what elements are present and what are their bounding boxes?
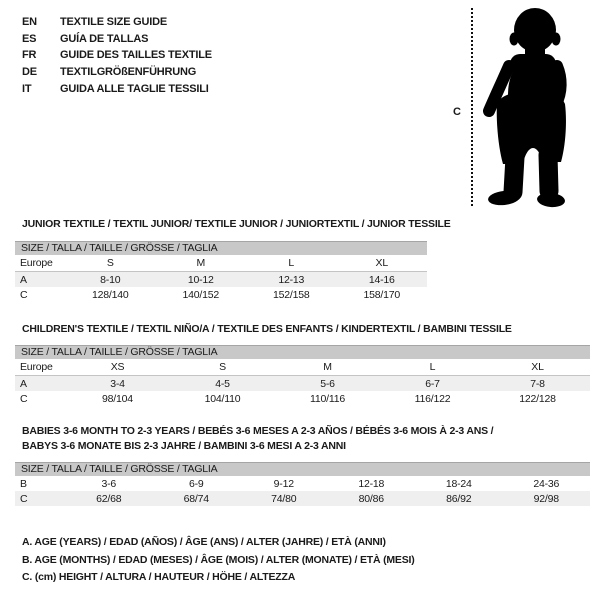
table-cell: 140/152: [182, 288, 220, 301]
table-cell: 5-6: [320, 377, 335, 390]
footnote-line: A. AGE (YEARS) / EDAD (AÑOS) / ÂGE (ANS) / ALTER (JAHRE) / ETÀ (ANNI): [22, 536, 386, 548]
row-label: B: [20, 477, 27, 490]
row-label: A: [20, 377, 27, 390]
table-row: [15, 272, 427, 287]
table-row: [15, 391, 590, 406]
row-label: C: [20, 288, 28, 301]
footnotes: [22, 534, 415, 587]
table-cell: 62/68: [96, 492, 122, 505]
section-title-line: BABYS 3-6 MONATE BIS 2-3 JAHRE / BAMBINI 3-6 MESI A 2-3 ANNI: [22, 440, 346, 452]
table-cell: 12-18: [358, 477, 385, 490]
footnote-line: B. AGE (MONTHS) / EDAD (MESES) / ÂGE (MOIS) / ALTER (MONATE) / ETÀ (MESI): [22, 553, 415, 566]
table-cell: 4-5: [215, 377, 230, 390]
language-code: EN: [22, 16, 37, 29]
section-title-line: BABIES 3-6 MONTH TO 2-3 YEARS / BEBÉS 3-6 MESES A 2-3 AÑOS / BÉBÉS 3-6 MOIS À 2-3 ANS /: [22, 425, 494, 437]
section-title-junior: [22, 217, 451, 232]
height-dotted-line: [471, 8, 473, 206]
language-row: [22, 64, 212, 81]
table-cell: 10-12: [187, 273, 214, 286]
language-title: TEXTILGRÖßENFÜHRUNG: [60, 66, 197, 79]
table-cell: 6-9: [188, 477, 204, 490]
table-cell: S: [219, 361, 226, 373]
language-code: FR: [22, 49, 37, 62]
section-title-children: [22, 322, 512, 337]
table-cell: 18-24: [445, 477, 472, 490]
size-header-band: SIZE / TALLA / TAILLE / GRÖSSE / TAGLIA: [15, 241, 427, 255]
language-title: GUÍA DE TALLAS: [60, 32, 149, 45]
table-cell: 3-6: [101, 477, 117, 490]
language-code: ES: [22, 32, 37, 45]
row-label: A: [20, 273, 27, 286]
table-cell: XL: [531, 361, 544, 373]
table-row: [15, 476, 590, 491]
table-cell: M: [196, 257, 206, 269]
baby-silhouette-icon: [478, 4, 578, 210]
junior-size-table: [15, 241, 427, 302]
row-label: Europe: [20, 257, 53, 269]
table-cell: 122/128: [519, 392, 556, 405]
language-title-list: [22, 14, 212, 97]
table-cell: 86/92: [446, 492, 472, 505]
table-cell: 12-13: [278, 273, 305, 286]
table-cell: L: [429, 361, 436, 373]
table-cell: 24-36: [533, 477, 560, 490]
table-cell: 6-7: [425, 377, 440, 390]
table-cell: S: [106, 257, 114, 269]
table-cell: 92/98: [533, 492, 559, 505]
table-row: [15, 255, 427, 272]
row-label: C: [20, 392, 28, 405]
section-title-line: JUNIOR TEXTILE / TEXTIL JUNIOR/ TEXTILE JUNIOR / JUNIORTEXTIL / JUNIOR TESSILE: [22, 218, 451, 230]
table-cell: 9-12: [273, 477, 294, 490]
size-header-band: SIZE / TALLA / TAILLE / GRÖSSE / TAGLIA: [15, 345, 590, 359]
table-cell: 116/122: [414, 392, 451, 405]
table-cell: XS: [110, 361, 125, 373]
table-cell: 128/140: [91, 288, 129, 301]
babies-size-table: [15, 462, 590, 506]
table-cell: 68/74: [183, 492, 209, 505]
table-cell: 158/170: [363, 288, 401, 301]
language-code: DE: [22, 66, 37, 79]
table-cell: 110/116: [310, 392, 345, 405]
language-code: IT: [22, 82, 32, 95]
language-title: TEXTILE SIZE GUIDE: [60, 16, 168, 29]
table-cell: XL: [375, 257, 388, 269]
table-cell: 152/158: [272, 288, 310, 301]
row-label: C: [20, 492, 28, 505]
table-cell: 3-4: [110, 377, 125, 390]
table-cell: 14-16: [368, 273, 395, 286]
language-row: [22, 31, 212, 48]
section-title-line: CHILDREN'S TEXTILE / TEXTIL NIÑO/A / TEXTILE DES ENFANTS / KINDERTEXTIL / BAMBINI TESSILE: [22, 323, 512, 335]
table-cell: 74/80: [271, 492, 297, 505]
table-cell: 80/86: [358, 492, 384, 505]
size-header-band: SIZE / TALLA / TAILLE / GRÖSSE / TAGLIA: [15, 462, 590, 476]
language-row: [22, 14, 212, 31]
language-title: GUIDE DES TAILLES TEXTILE: [60, 49, 212, 62]
language-row: [22, 47, 212, 64]
height-c-label: C: [453, 106, 461, 118]
table-cell: 7-8: [530, 377, 545, 390]
table-cell: L: [288, 257, 295, 269]
section-title-babies: [22, 424, 493, 454]
language-row: [22, 80, 212, 97]
table-row: [15, 491, 590, 506]
table-cell: M: [323, 361, 332, 373]
table-cell: 98/104: [102, 392, 133, 405]
row-label: Europe: [20, 361, 53, 373]
table-row: [15, 359, 590, 376]
language-title: GUIDA ALLE TAGLIE TESSILI: [60, 82, 209, 95]
table-cell: 104/110: [204, 392, 241, 405]
table-cell: 8-10: [100, 273, 121, 286]
children-size-table: [15, 345, 590, 406]
table-row: [15, 287, 427, 302]
footnote-line: C. (cm) HEIGHT / ALTURA / HAUTEUR / HÖHE / ALTEZZA: [22, 571, 296, 583]
table-row: [15, 376, 590, 391]
